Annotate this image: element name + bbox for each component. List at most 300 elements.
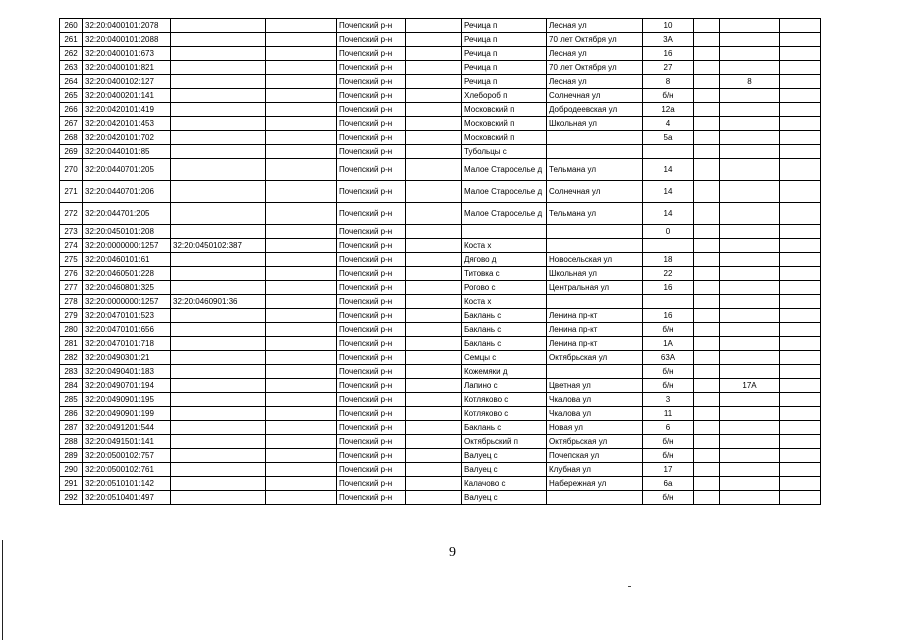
- cell-street: 70 лет Октября ул: [547, 33, 643, 47]
- cell-col-11: [720, 239, 780, 253]
- cell-row-number: 290: [60, 463, 83, 477]
- cell-col-12: [780, 117, 821, 131]
- cell-district: Почепский р-н: [337, 435, 406, 449]
- cell-street: [547, 239, 643, 253]
- table-row: [60, 463, 821, 477]
- cell-district: Почепский р-н: [337, 267, 406, 281]
- cell-row-number: 280: [60, 323, 83, 337]
- cell-district: Почепский р-н: [337, 89, 406, 103]
- cell-cadastral-number-2: [171, 181, 266, 203]
- cell-col-6: [406, 281, 462, 295]
- cell-col-4: [266, 407, 337, 421]
- table-row: [60, 393, 821, 407]
- cell-locality: [462, 225, 547, 239]
- table-row: [60, 281, 821, 295]
- cell-street: Ленина пр-кт: [547, 323, 643, 337]
- cell-district: Почепский р-н: [337, 281, 406, 295]
- cell-col-6: [406, 323, 462, 337]
- cell-col-11: [720, 181, 780, 203]
- cell-col-6: [406, 33, 462, 47]
- cell-col-11: [720, 421, 780, 435]
- cell-street: [547, 295, 643, 309]
- cell-col-10: [694, 181, 720, 203]
- table-row: [60, 203, 821, 225]
- cell-house: б/н: [643, 323, 694, 337]
- cell-locality: Семцы с: [462, 351, 547, 365]
- cell-street: Солнечная ул: [547, 181, 643, 203]
- cell-house: 12а: [643, 103, 694, 117]
- cell-col-4: [266, 323, 337, 337]
- cell-locality: Рогово с: [462, 281, 547, 295]
- cell-house: 14: [643, 159, 694, 181]
- table-row: [60, 89, 821, 103]
- table-row: [60, 365, 821, 379]
- cell-col-4: [266, 75, 337, 89]
- cell-row-number: 268: [60, 131, 83, 145]
- cell-cadastral-number: 32:20:0400101:2088: [83, 33, 171, 47]
- cell-col-10: [694, 145, 720, 159]
- cell-row-number: 282: [60, 351, 83, 365]
- cell-col-12: [780, 159, 821, 181]
- cell-district: Почепский р-н: [337, 131, 406, 145]
- cell-col-10: [694, 89, 720, 103]
- cell-col-10: [694, 393, 720, 407]
- cell-district: Почепский р-н: [337, 225, 406, 239]
- cell-col-11: [720, 435, 780, 449]
- cell-col-11: [720, 47, 780, 61]
- cell-locality: Речица п: [462, 19, 547, 33]
- cell-street: Клубная ул: [547, 463, 643, 477]
- cell-row-number: 286: [60, 407, 83, 421]
- table-row: [60, 181, 821, 203]
- cell-district: Почепский р-н: [337, 19, 406, 33]
- cell-col-11: [720, 131, 780, 145]
- cell-district: Почепский р-н: [337, 61, 406, 75]
- cell-house: 10: [643, 19, 694, 33]
- cell-locality: Лапино с: [462, 379, 547, 393]
- cell-row-number: 279: [60, 309, 83, 323]
- cell-cadastral-number-2: [171, 131, 266, 145]
- cell-street: [547, 491, 643, 505]
- cell-col-11: [720, 309, 780, 323]
- cell-col-4: [266, 477, 337, 491]
- cell-col-4: [266, 19, 337, 33]
- cell-col-4: [266, 103, 337, 117]
- cell-district: Почепский р-н: [337, 323, 406, 337]
- cell-locality: Коста х: [462, 239, 547, 253]
- cell-locality: Баклань с: [462, 323, 547, 337]
- cell-col-4: [266, 393, 337, 407]
- cell-cadastral-number-2: [171, 393, 266, 407]
- cell-street: Тельмана ул: [547, 203, 643, 225]
- cell-cadastral-number: 32:20:0470101:656: [83, 323, 171, 337]
- cell-col-11: [720, 337, 780, 351]
- cell-cadastral-number: 32:20:0400101:821: [83, 61, 171, 75]
- cell-col-12: [780, 365, 821, 379]
- cell-col-10: [694, 379, 720, 393]
- cell-house: 22: [643, 267, 694, 281]
- table-row: [60, 407, 821, 421]
- cell-cadastral-number: 32:20:0440701:206: [83, 181, 171, 203]
- cell-street: Чкалова ул: [547, 393, 643, 407]
- cell-cadastral-number: 32:20:0490701:194: [83, 379, 171, 393]
- cell-row-number: 262: [60, 47, 83, 61]
- cell-locality: Речица п: [462, 33, 547, 47]
- cell-col-6: [406, 421, 462, 435]
- table-row: [60, 117, 821, 131]
- cell-col-10: [694, 295, 720, 309]
- cell-col-6: [406, 89, 462, 103]
- cell-col-10: [694, 239, 720, 253]
- cell-col-10: [694, 267, 720, 281]
- cell-district: Почепский р-н: [337, 463, 406, 477]
- cell-col-6: [406, 435, 462, 449]
- table-row: [60, 267, 821, 281]
- cell-col-10: [694, 491, 720, 505]
- cell-cadastral-number: 32:20:0500102:761: [83, 463, 171, 477]
- cell-col-4: [266, 89, 337, 103]
- cell-col-4: [266, 159, 337, 181]
- cell-cadastral-number: 32:20:0440101:85: [83, 145, 171, 159]
- cell-row-number: 274: [60, 239, 83, 253]
- cell-col-12: [780, 449, 821, 463]
- cell-locality: Речица п: [462, 47, 547, 61]
- cell-house: б/н: [643, 435, 694, 449]
- cell-cadastral-number-2: [171, 103, 266, 117]
- cell-cadastral-number: 32:20:044701:205: [83, 203, 171, 225]
- cell-district: Почепский р-н: [337, 407, 406, 421]
- table-row: [60, 33, 821, 47]
- cell-col-6: [406, 449, 462, 463]
- cell-row-number: 271: [60, 181, 83, 203]
- cell-locality: Валуец с: [462, 449, 547, 463]
- cell-col-12: [780, 267, 821, 281]
- cell-house: 3: [643, 393, 694, 407]
- cell-district: Почепский р-н: [337, 379, 406, 393]
- cell-col-6: [406, 365, 462, 379]
- cell-cadastral-number: 32:20:0460801:325: [83, 281, 171, 295]
- cell-col-10: [694, 19, 720, 33]
- cell-street: Набережная ул: [547, 477, 643, 491]
- cell-street: [547, 225, 643, 239]
- table-row: [60, 159, 821, 181]
- cell-house: б/н: [643, 89, 694, 103]
- cell-district: Почепский р-н: [337, 33, 406, 47]
- cell-col-11: 8: [720, 75, 780, 89]
- cell-district: Почепский р-н: [337, 421, 406, 435]
- cell-col-12: [780, 463, 821, 477]
- table-row: [60, 145, 821, 159]
- cell-district: Почепский р-н: [337, 449, 406, 463]
- cell-col-10: [694, 351, 720, 365]
- cell-locality: Коста х: [462, 295, 547, 309]
- cell-cadastral-number-2: [171, 117, 266, 131]
- table-row: [60, 47, 821, 61]
- cell-district: Почепский р-н: [337, 393, 406, 407]
- cell-row-number: 281: [60, 337, 83, 351]
- cell-row-number: 277: [60, 281, 83, 295]
- cell-col-4: [266, 463, 337, 477]
- cell-row-number: 285: [60, 393, 83, 407]
- cell-cadastral-number-2: [171, 203, 266, 225]
- cell-district: Почепский р-н: [337, 365, 406, 379]
- table-row: [60, 61, 821, 75]
- cell-cadastral-number-2: [171, 75, 266, 89]
- cell-col-12: [780, 337, 821, 351]
- cell-col-4: [266, 435, 337, 449]
- cell-cadastral-number-2: [171, 47, 266, 61]
- cell-col-6: [406, 181, 462, 203]
- cell-district: Почепский р-н: [337, 75, 406, 89]
- cell-cadastral-number: 32:20:0490301:21: [83, 351, 171, 365]
- cell-cadastral-number-2: [171, 281, 266, 295]
- cell-col-11: [720, 33, 780, 47]
- table-row: [60, 239, 821, 253]
- cell-locality: Московский п: [462, 131, 547, 145]
- cell-col-12: [780, 103, 821, 117]
- cell-col-6: [406, 75, 462, 89]
- cell-row-number: 273: [60, 225, 83, 239]
- cell-house: б/н: [643, 379, 694, 393]
- cell-cadastral-number-2: [171, 267, 266, 281]
- cell-house: 14: [643, 203, 694, 225]
- cell-col-6: [406, 131, 462, 145]
- cell-street: Лесная ул: [547, 47, 643, 61]
- cell-house: 3А: [643, 33, 694, 47]
- cell-street: Школьная ул: [547, 267, 643, 281]
- cell-district: Почепский р-н: [337, 117, 406, 131]
- table-row: [60, 435, 821, 449]
- cell-col-11: [720, 407, 780, 421]
- cell-row-number: 288: [60, 435, 83, 449]
- cell-cadastral-number: 32:20:0490901:199: [83, 407, 171, 421]
- cell-col-4: [266, 225, 337, 239]
- cell-col-4: [266, 351, 337, 365]
- cell-cadastral-number-2: [171, 477, 266, 491]
- cell-col-6: [406, 145, 462, 159]
- cell-locality: Малое Староселье д: [462, 181, 547, 203]
- cell-district: Почепский р-н: [337, 159, 406, 181]
- cell-district: Почепский р-н: [337, 47, 406, 61]
- cell-street: Школьная ул: [547, 117, 643, 131]
- cell-cadastral-number-2: [171, 145, 266, 159]
- cell-col-10: [694, 203, 720, 225]
- cell-col-4: [266, 337, 337, 351]
- cell-col-4: [266, 131, 337, 145]
- cell-col-11: [720, 281, 780, 295]
- cell-district: Почепский р-н: [337, 295, 406, 309]
- cell-col-6: [406, 239, 462, 253]
- cell-col-11: [720, 477, 780, 491]
- cell-cadastral-number-2: 32:20:0450102:387: [171, 239, 266, 253]
- registry-table-body: [60, 19, 821, 505]
- cell-col-10: [694, 435, 720, 449]
- cell-street: Центральная ул: [547, 281, 643, 295]
- cell-col-11: [720, 159, 780, 181]
- cell-row-number: 264: [60, 75, 83, 89]
- cell-col-11: [720, 225, 780, 239]
- cell-district: Почепский р-н: [337, 477, 406, 491]
- cell-col-6: [406, 159, 462, 181]
- cell-cadastral-number: 32:20:0420101:453: [83, 117, 171, 131]
- cell-cadastral-number-2: [171, 337, 266, 351]
- cell-house: 0: [643, 225, 694, 239]
- cell-cadastral-number: 32:20:0491501:141: [83, 435, 171, 449]
- cell-col-10: [694, 159, 720, 181]
- cell-col-12: [780, 309, 821, 323]
- registry-table: [59, 18, 821, 505]
- cell-cadastral-number: 32:20:0000000:1257: [83, 295, 171, 309]
- cell-col-10: [694, 477, 720, 491]
- cell-col-6: [406, 19, 462, 33]
- cell-district: Почепский р-н: [337, 309, 406, 323]
- cell-row-number: 266: [60, 103, 83, 117]
- cell-col-4: [266, 117, 337, 131]
- cell-col-11: [720, 491, 780, 505]
- cell-cadastral-number: 32:20:0510401:497: [83, 491, 171, 505]
- table-row: [60, 19, 821, 33]
- cell-locality: Валуец с: [462, 491, 547, 505]
- cell-district: Почепский р-н: [337, 203, 406, 225]
- cell-col-11: [720, 89, 780, 103]
- cell-col-12: [780, 477, 821, 491]
- cell-col-12: [780, 379, 821, 393]
- cell-col-10: [694, 407, 720, 421]
- cell-cadastral-number: 32:20:0470101:523: [83, 309, 171, 323]
- cell-cadastral-number: 32:20:0400101:673: [83, 47, 171, 61]
- cell-cadastral-number-2: [171, 351, 266, 365]
- cell-col-4: [266, 181, 337, 203]
- cell-street: [547, 131, 643, 145]
- cell-locality: Валуец с: [462, 463, 547, 477]
- cell-col-12: [780, 239, 821, 253]
- cell-col-11: [720, 253, 780, 267]
- cell-house: 63А: [643, 351, 694, 365]
- cell-cadastral-number-2: [171, 421, 266, 435]
- cell-locality: Малое Староселье д: [462, 159, 547, 181]
- cell-col-12: [780, 407, 821, 421]
- cell-row-number: 278: [60, 295, 83, 309]
- cell-locality: Баклань с: [462, 309, 547, 323]
- cell-street: Тельмана ул: [547, 159, 643, 181]
- cell-cadastral-number: 32:20:0440701:205: [83, 159, 171, 181]
- scan-margin-line: [2, 540, 3, 640]
- cell-col-11: [720, 463, 780, 477]
- cell-locality: Тубольцы с: [462, 145, 547, 159]
- cell-row-number: 265: [60, 89, 83, 103]
- cell-cadastral-number: 32:20:0420101:702: [83, 131, 171, 145]
- cell-cadastral-number-2: [171, 435, 266, 449]
- table-row: [60, 323, 821, 337]
- cell-cadastral-number: 32:20:0510101:142: [83, 477, 171, 491]
- cell-col-6: [406, 225, 462, 239]
- table-row: [60, 225, 821, 239]
- cell-col-6: [406, 309, 462, 323]
- cell-locality: Московский п: [462, 117, 547, 131]
- cell-cadastral-number: 32:20:0470101:718: [83, 337, 171, 351]
- cell-street: Солнечная ул: [547, 89, 643, 103]
- cell-row-number: 272: [60, 203, 83, 225]
- cell-street: Лесная ул: [547, 75, 643, 89]
- cell-col-10: [694, 323, 720, 337]
- cell-col-11: [720, 103, 780, 117]
- table-row: [60, 253, 821, 267]
- cell-col-10: [694, 47, 720, 61]
- cell-locality: Калачово с: [462, 477, 547, 491]
- cell-locality: Баклань с: [462, 337, 547, 351]
- cell-cadastral-number: 32:20:0450101:208: [83, 225, 171, 239]
- cell-col-10: [694, 449, 720, 463]
- cell-col-12: [780, 203, 821, 225]
- cell-row-number: 289: [60, 449, 83, 463]
- cell-row-number: 270: [60, 159, 83, 181]
- cell-col-12: [780, 47, 821, 61]
- cell-col-4: [266, 281, 337, 295]
- cell-row-number: 292: [60, 491, 83, 505]
- cell-locality: Октябрьский п: [462, 435, 547, 449]
- cell-col-6: [406, 295, 462, 309]
- cell-col-12: [780, 181, 821, 203]
- cell-street: Цветная ул: [547, 379, 643, 393]
- cell-cadastral-number-2: [171, 253, 266, 267]
- cell-col-6: [406, 267, 462, 281]
- cell-row-number: 291: [60, 477, 83, 491]
- table-row: [60, 421, 821, 435]
- cell-locality: Речица п: [462, 75, 547, 89]
- cell-house: 18: [643, 253, 694, 267]
- cell-cadastral-number: 32:20:0491201:544: [83, 421, 171, 435]
- cell-col-4: [266, 421, 337, 435]
- cell-street: [547, 365, 643, 379]
- cell-cadastral-number: 32:20:0490901:195: [83, 393, 171, 407]
- cell-cadastral-number-2: [171, 379, 266, 393]
- cell-cadastral-number-2: [171, 89, 266, 103]
- cell-cadastral-number: 32:20:0490401:183: [83, 365, 171, 379]
- cell-col-12: [780, 89, 821, 103]
- cell-col-10: [694, 131, 720, 145]
- cell-col-4: [266, 309, 337, 323]
- cell-district: Почепский р-н: [337, 239, 406, 253]
- cell-row-number: 283: [60, 365, 83, 379]
- cell-district: Почепский р-н: [337, 181, 406, 203]
- cell-cadastral-number-2: [171, 19, 266, 33]
- cell-col-11: [720, 449, 780, 463]
- cell-street: [547, 145, 643, 159]
- cell-cadastral-number-2: [171, 463, 266, 477]
- cell-col-4: [266, 239, 337, 253]
- cell-col-4: [266, 365, 337, 379]
- cell-col-4: [266, 61, 337, 75]
- cell-col-11: [720, 295, 780, 309]
- cell-cadastral-number: 32:20:0400201:141: [83, 89, 171, 103]
- table-row: [60, 103, 821, 117]
- cell-col-12: [780, 61, 821, 75]
- cell-col-11: [720, 203, 780, 225]
- cell-district: Почепский р-н: [337, 103, 406, 117]
- cell-col-6: [406, 47, 462, 61]
- cell-street: Ленина пр-кт: [547, 337, 643, 351]
- cell-col-6: [406, 379, 462, 393]
- cell-row-number: 260: [60, 19, 83, 33]
- cell-col-10: [694, 103, 720, 117]
- cell-house: 5а: [643, 131, 694, 145]
- cell-col-6: [406, 351, 462, 365]
- table-row: [60, 351, 821, 365]
- cell-col-10: [694, 117, 720, 131]
- cell-cadastral-number: 32:20:0420101:419: [83, 103, 171, 117]
- cell-col-4: [266, 253, 337, 267]
- cell-cadastral-number-2: [171, 323, 266, 337]
